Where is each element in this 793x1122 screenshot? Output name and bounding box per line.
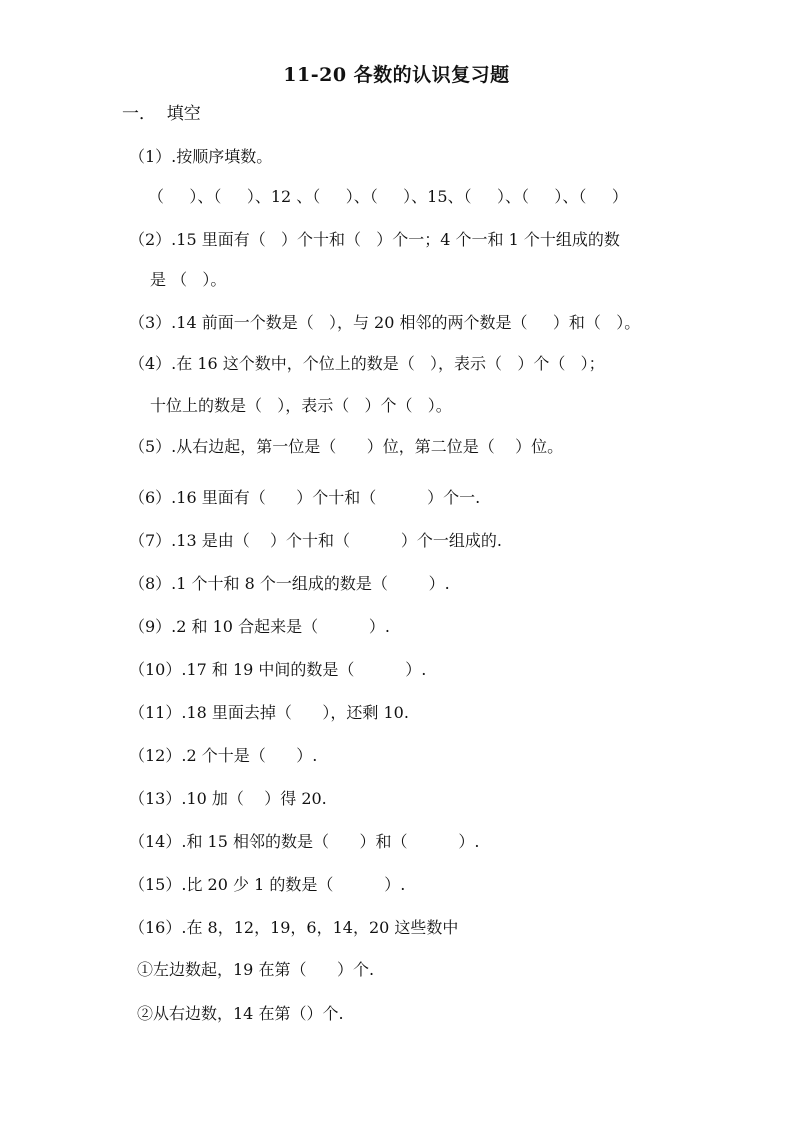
page-title: 11-20 各数的认识复习题	[283, 64, 510, 86]
question-16: （16）.在 8，12，19，6，14，20 这些数中	[129, 918, 459, 937]
question-9: （9）.2 和 10 合起来是（ ）.	[129, 617, 391, 636]
question-1-blanks: （ ）、（ ）、12 、（ ）、（ ）、15、（ ）、（ ）、（ ）	[148, 187, 628, 206]
question-16-part-2: ②从右边数，14 在第（）个.	[137, 1004, 344, 1023]
question-6: （6）.16 里面有（ ）个十和（ ）个一.	[129, 488, 481, 507]
question-3: （3）.14 前面一个数是（ ），与 20 相邻的两个数是（ ）和（ ）。	[129, 313, 641, 332]
question-14: （14）.和 15 相邻的数是（ ）和（ ）.	[129, 832, 480, 851]
question-7: （7）.13 是由（ ）个十和（ ）个一组成的.	[129, 531, 503, 550]
question-16-part-1: ①左边数起，19 在第（ ）个.	[137, 960, 375, 979]
section-heading: 一． 填空	[122, 104, 201, 124]
question-10: （10）.17 和 19 中间的数是（ ）.	[129, 660, 427, 679]
question-13: （13）.10 加（ ）得 20.	[129, 789, 327, 808]
question-15: （15）.比 20 少 1 的数是（ ）.	[129, 875, 406, 894]
question-11: （11）.18 里面去掉（ ），还剩 10.	[129, 703, 409, 722]
question-1: （1）.按顺序填数。	[129, 147, 273, 166]
question-8: （8）.1 个十和 8 个一组成的数是（ ）.	[129, 574, 450, 593]
question-5: （5）.从右边起，第一位是（ ）位，第二位是（ ）位。	[129, 437, 564, 456]
question-2-cont: 是 （ ）。	[150, 270, 227, 289]
question-4-cont: 十位上的数是（ ），表示（ ）个（ ）。	[150, 396, 452, 415]
question-2: （2）.15 里面有（ ）个十和（ ）个一；4 个一和 1 个十组成的数	[129, 230, 620, 249]
question-4: （4）.在 16 这个数中，个位上的数是（ ），表示（ ）个（ ）；	[129, 354, 605, 373]
question-12: （12）.2 个十是（ ）.	[129, 746, 318, 765]
